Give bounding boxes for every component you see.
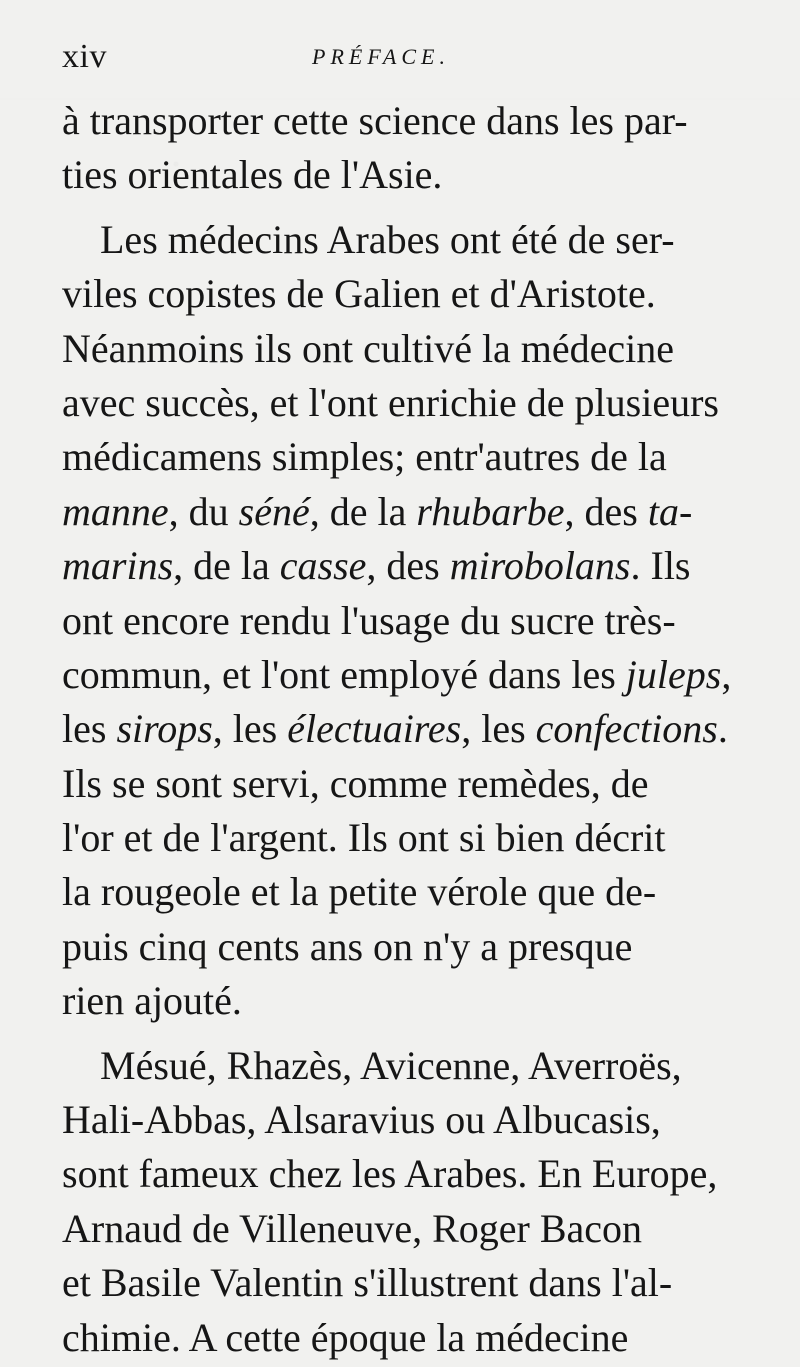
text-line: ont encore rendu l'usage du sucre très-	[62, 597, 676, 643]
text-line: ties orientales de l'Asie.	[62, 152, 443, 198]
text-line: rien ajouté.	[62, 978, 242, 1024]
text-fragment: les	[62, 706, 117, 752]
text-fragment: , des	[564, 488, 648, 534]
text-fragment: , des	[366, 543, 450, 589]
text-line: Les médecins Arabes ont été de ser-	[100, 216, 675, 262]
paragraph-2	[62, 213, 758, 1029]
text-fragment: . Ils	[630, 543, 691, 589]
text-fragment: , les	[212, 706, 288, 752]
paragraph-gap	[62, 1029, 758, 1039]
text-line: Mésué, Rhazès, Avicenne, Averroës,	[100, 1042, 682, 1088]
paragraph-1	[62, 94, 758, 203]
text-fragment: .	[717, 706, 728, 752]
italic-term: casse	[279, 543, 367, 589]
paragraph-3	[62, 1039, 758, 1365]
text-line	[62, 702, 758, 756]
italic-term: manne	[62, 488, 169, 534]
main-text	[62, 94, 758, 1365]
italic-term: marins	[62, 543, 174, 589]
text-line: puis cinq cents ans on n'y a presque	[62, 923, 633, 969]
text-fragment: , de la	[309, 488, 417, 534]
text-line: à transporter cette science dans les par-	[62, 98, 688, 143]
text-line: avec succès, et l'ont enrichie de plusieurs	[62, 379, 719, 425]
text-line: chimie. A cette époque la médecine	[62, 1314, 629, 1360]
text-fragment: , de la	[173, 543, 280, 589]
text-line: Néanmoins ils ont cultivé la médecine	[62, 325, 675, 371]
italic-term: ta-	[647, 488, 693, 534]
text-line: Ils se sont servi, comme remèdes, de	[62, 760, 649, 806]
text-line: Arnaud de Villeneuve, Roger Bacon	[62, 1205, 643, 1251]
italic-term: rhubarbe	[416, 488, 565, 534]
italic-term: mirobolans	[449, 543, 631, 589]
text-line: et Basile Valentin s'illustrent dans l'al-	[62, 1260, 673, 1306]
text-fragment: ,	[721, 651, 732, 697]
text-line: la rougeole et la petite vérole que de-	[62, 869, 657, 915]
text-line	[62, 539, 758, 593]
italic-term: confections	[535, 706, 718, 752]
text-fragment: commun, et l'ont employé dans les	[62, 651, 626, 697]
italic-term: sirops	[116, 706, 213, 752]
text-line: médicamens simples; entr'autres de la	[62, 434, 667, 480]
text-line	[62, 485, 758, 539]
text-line: l'or et de l'argent. Ils ont si bien décrit	[62, 815, 666, 861]
page-header	[62, 38, 752, 78]
text-line: Hali-Abbas, Alsaravius ou Albucasis,	[62, 1097, 661, 1143]
page-number: xiv	[62, 38, 107, 75]
text-line: viles copistes de Galien et d'Aristote.	[62, 271, 656, 317]
italic-term: juleps	[625, 651, 722, 697]
italic-term: électuaires	[287, 706, 462, 752]
text-line	[62, 648, 758, 702]
text-fragment: , les	[461, 706, 536, 752]
text-fragment: , du	[168, 488, 239, 534]
text-line: sont fameux chez les Arabes. En Europe,	[62, 1151, 718, 1197]
running-head: PRÉFACE.	[312, 44, 450, 69]
italic-term: séné	[238, 488, 310, 534]
paragraph-gap	[62, 203, 758, 213]
